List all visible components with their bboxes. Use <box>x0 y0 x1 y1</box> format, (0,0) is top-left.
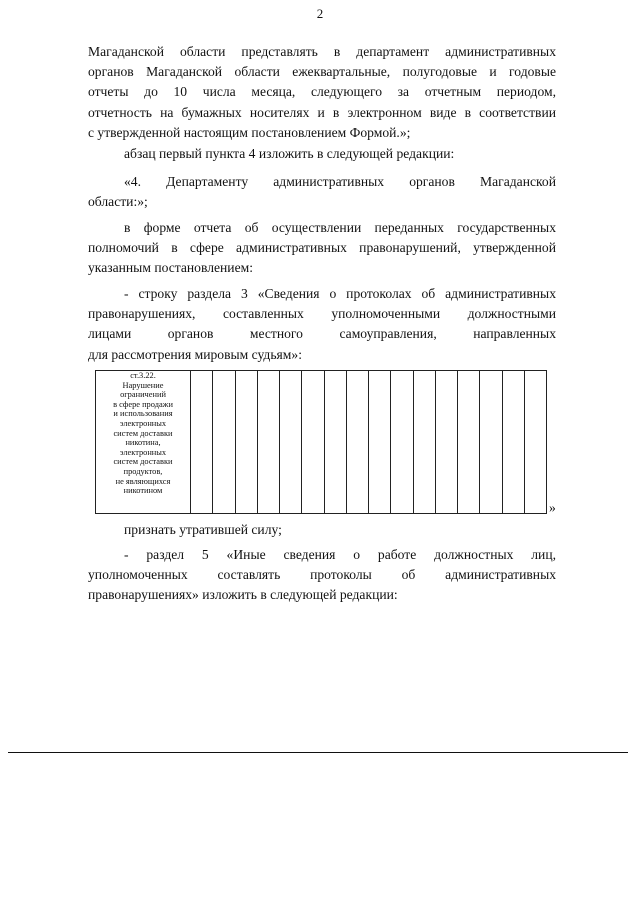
label-line: продуктов, <box>123 466 163 476</box>
text-line: органов Магаданской области ежеквартальные, полугодовые и годовые <box>88 64 556 80</box>
closing-quote: » <box>549 500 556 515</box>
empty-data-cell <box>369 371 391 514</box>
paragraph-reporting-requirement <box>88 42 556 143</box>
text-line: правонарушениях, составленных уполномоченными должностными <box>88 306 556 322</box>
label-line: и использования <box>113 409 173 419</box>
stat-table <box>95 370 547 514</box>
text-line: правонарушениях» изложить в следующей редакции: <box>88 587 398 603</box>
label-line: систем доставки <box>113 428 173 438</box>
empty-data-cell <box>302 371 324 514</box>
text-line: для рассмотрения мировым судьям»: <box>88 346 302 362</box>
empty-data-cell <box>191 371 213 514</box>
paragraph-amend-point-4 <box>88 144 556 164</box>
label-line: ограничений <box>120 390 166 400</box>
empty-data-cell <box>213 371 235 514</box>
label-line: электронных <box>119 447 167 457</box>
page-separator-line <box>8 752 628 753</box>
text-line: признать утратившей силу; <box>124 522 282 537</box>
label-line: никотина, <box>125 438 161 448</box>
label-line: ст.3.22. <box>130 371 156 380</box>
empty-data-cell <box>280 371 302 514</box>
text-line: лицами органов местного самоуправления, направленных <box>88 326 556 342</box>
label-line: электронных <box>119 418 167 428</box>
text-line: - строку раздела 3 «Сведения о протоколах об административных <box>124 286 556 301</box>
label-line: в сфере продажи <box>113 399 173 409</box>
text-line: в форме отчета об осуществлении переданных государственных <box>124 220 556 235</box>
empty-data-cell <box>502 371 524 514</box>
text-line: отчеты до 10 числа месяца, следующего за отчетным периодом, <box>88 84 556 100</box>
label-line: не являющихся <box>115 476 171 486</box>
page-number: 2 <box>316 6 324 21</box>
empty-data-cell <box>346 371 368 514</box>
text-line: «4. Департаменту административных органов Магаданской <box>124 174 556 189</box>
text-line: Магаданской области представлять в департамент административных <box>88 44 556 59</box>
text-line: области:»; <box>88 194 148 210</box>
text-line: указанным постановлением: <box>88 260 253 276</box>
text-line: - раздел 5 «Иные сведения о работе должностных лиц, <box>124 547 556 562</box>
paragraph-department-clause <box>88 172 556 212</box>
paragraph-repealed <box>88 520 556 540</box>
empty-data-cell <box>324 371 346 514</box>
empty-data-cell <box>435 371 457 514</box>
text-line: абзац первый пункта 4 изложить в следующей редакции: <box>124 146 455 161</box>
text-line: уполномоченных составлять протоколы об административных <box>88 567 556 583</box>
paragraph-report-form <box>88 218 556 279</box>
section-3-row-table <box>95 370 547 514</box>
empty-data-cell <box>458 371 480 514</box>
empty-data-cell <box>391 371 413 514</box>
empty-data-cell <box>235 371 257 514</box>
paragraph-section-3-row <box>88 284 556 365</box>
label-line: никотином <box>123 486 163 496</box>
empty-data-cell <box>413 371 435 514</box>
label-line: систем доставки <box>113 457 173 467</box>
text-line: отчетность на бумажных носителях и в электронном виде в соответствии <box>88 104 556 120</box>
text-line: полномочий в сфере административных правонарушений, утвержденной <box>88 240 556 256</box>
paragraph-section-5 <box>88 545 556 606</box>
text-line: с утвержденной настоящим постановлением Формой.»; <box>88 124 411 140</box>
empty-data-cell <box>257 371 279 514</box>
label-line: Нарушение <box>122 380 164 390</box>
row-label-cell <box>96 371 191 514</box>
table-row <box>96 371 547 514</box>
empty-data-cell <box>480 371 502 514</box>
empty-data-cell <box>524 371 546 514</box>
